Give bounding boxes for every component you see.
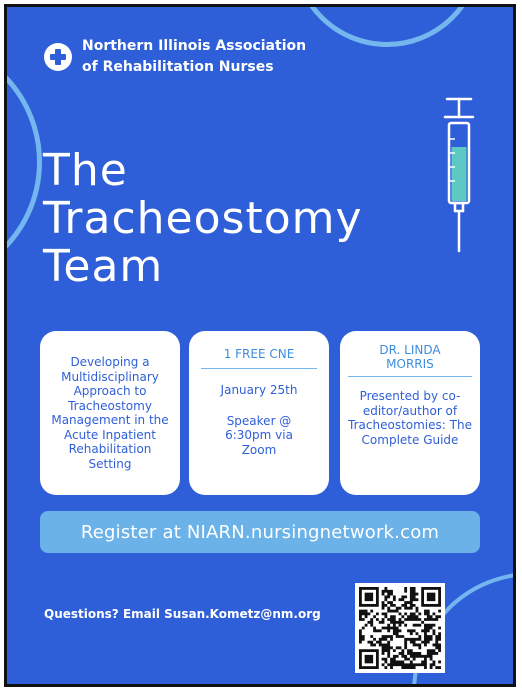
organization-line-2: of Rehabilitation Nurses: [82, 59, 274, 75]
speaker-bio: Presented by co-editor/author of Tracheostomies: The Complete Guide: [348, 389, 472, 447]
poster-title: [43, 147, 363, 291]
poster-frame: [4, 4, 516, 687]
medical-cross-icon: [44, 43, 72, 71]
qr-code[interactable]: [355, 583, 445, 673]
organization-header: [44, 36, 306, 78]
qr-code-graphic: [359, 587, 441, 669]
organization-name: [82, 36, 306, 78]
decorative-circle-top: [292, 7, 482, 47]
cne-heading: 1 FREE CNE: [201, 347, 317, 369]
syringe-icon: [439, 95, 479, 255]
title-line-2: Tracheostomy: [43, 193, 363, 244]
questions-contact: Questions? Email Susan.Kometz@nm.org: [44, 607, 321, 621]
register-banner[interactable]: Register at NIARN.nursingnetwork.com: [40, 511, 480, 553]
organization-line-1: Northern Illinois Association: [82, 38, 307, 54]
cne-details: [197, 383, 321, 457]
topic-text: Developing a Multidisciplinary Approach to Tracheostomy Management in the Acute Inpatient Rehabilitation Setting: [51, 355, 169, 471]
event-time: Speaker @ 6:30pm via Zoom: [225, 413, 293, 457]
poster: [7, 7, 513, 684]
cne-card: [189, 331, 329, 495]
speaker-name: DR. LINDA MORRIS: [348, 343, 472, 377]
decorative-circle-left: [7, 37, 42, 287]
title-line-1: The: [43, 145, 128, 196]
event-date: January 25th: [220, 383, 298, 397]
title-line-3: Team: [43, 241, 164, 292]
speaker-card: [340, 331, 480, 495]
topic-card: [40, 331, 180, 495]
